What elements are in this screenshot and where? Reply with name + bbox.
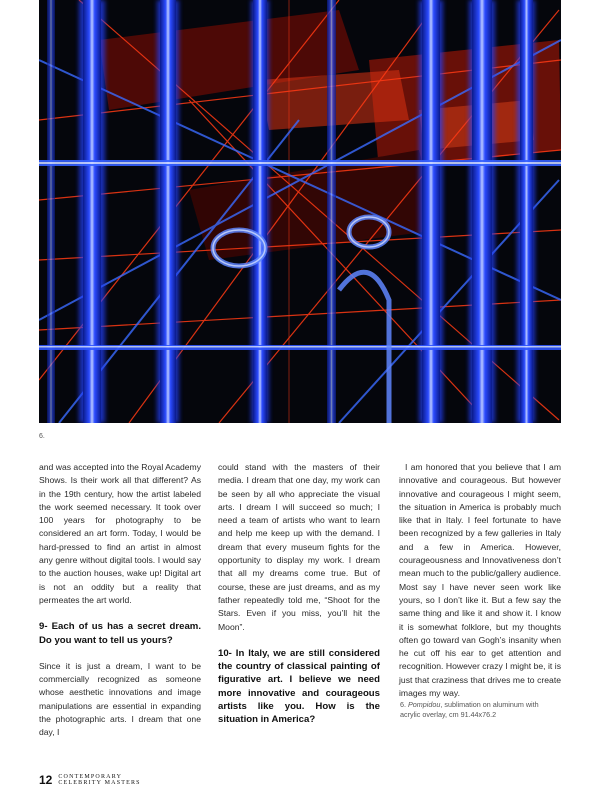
paragraph: I am honored that you believe that I am innovative and courageous. But however innovative and courageous I might seem, the situation in America is probably much like that in Italy. I feel fortunate to have been recognized by a few galleries in Italy and a few in America. However, courageousness and Innovativeness don’t mean much to the public/gallery audience. Most say I have never seen work like yours, so I don’t like it. But a few say the same thing and like it and show it. I know it is somewhat folklore, but my thoughts often go toward van Gogh’s insanity when he cut off his ear to get attention and recognition. However crazy I might be, it is just that craziness that drives me to create images my way. (399, 462, 561, 699)
text-column-1 (39, 461, 201, 740)
paragraph: could stand with the masters of their media. I dream that one day, my work can be seen by all who appreciate the visual arts. I dream I will succeed so much; I need a team of artists who want to learn and help me keep up with the demand. I dream that every museum fights for the opportunity to display my work. I dream that all my dreams come true. But of course, these are just dreams, and as my father repeatedly told me, “Shoot for the Stars. Even if you miss, you’ll hit the Moon”. (218, 462, 380, 632)
text-column-2 (218, 461, 380, 727)
question-10: 10- In Italy, we are still considered the country of classical painting of figurative art. I believe we need more innovative and courageous artists like you. How is the situation in America? (218, 647, 380, 726)
artwork-image (39, 0, 561, 423)
caption-text: , sublimation on aluminum with acrylic overlay, cm 91.44x76.2 (400, 700, 539, 719)
text-column-3 (399, 461, 561, 700)
paragraph: and was accepted into the Royal Academy Shows. Is their work all that different? As in the 19th century, how the artist labeled the work seemed necessary. It took over 100 years for photography to be considered an art form. Today, I would be hard-pressed to find an artist in almost any genre without digital tools. I would say to the auction houses, wake up! Digital art is not an oddity but a reality that permeates the art world. (39, 462, 201, 605)
caption-title: Pompidou (408, 700, 441, 709)
pompidou-artwork (39, 0, 561, 423)
paragraph: Since it is just a dream, I want to be commercially recognized as someone whose aesthetic innovations and image manipulations are essential in expanding the photographic arts. I dream that one day, I (39, 660, 201, 738)
magazine-name-line1: CONTEMPORARY (58, 773, 123, 780)
figure-caption (400, 700, 560, 719)
magazine-name (58, 774, 140, 787)
figure-number: 6. (39, 433, 45, 440)
page-footer (39, 770, 141, 790)
question-9: 9- Each of us has a secret dream. Do you want to tell us yours? (39, 621, 201, 646)
page-number: 12 (39, 773, 53, 787)
caption-number: 6. (400, 700, 406, 709)
magazine-name-line2: CELEBRITY MASTERS (58, 780, 141, 786)
